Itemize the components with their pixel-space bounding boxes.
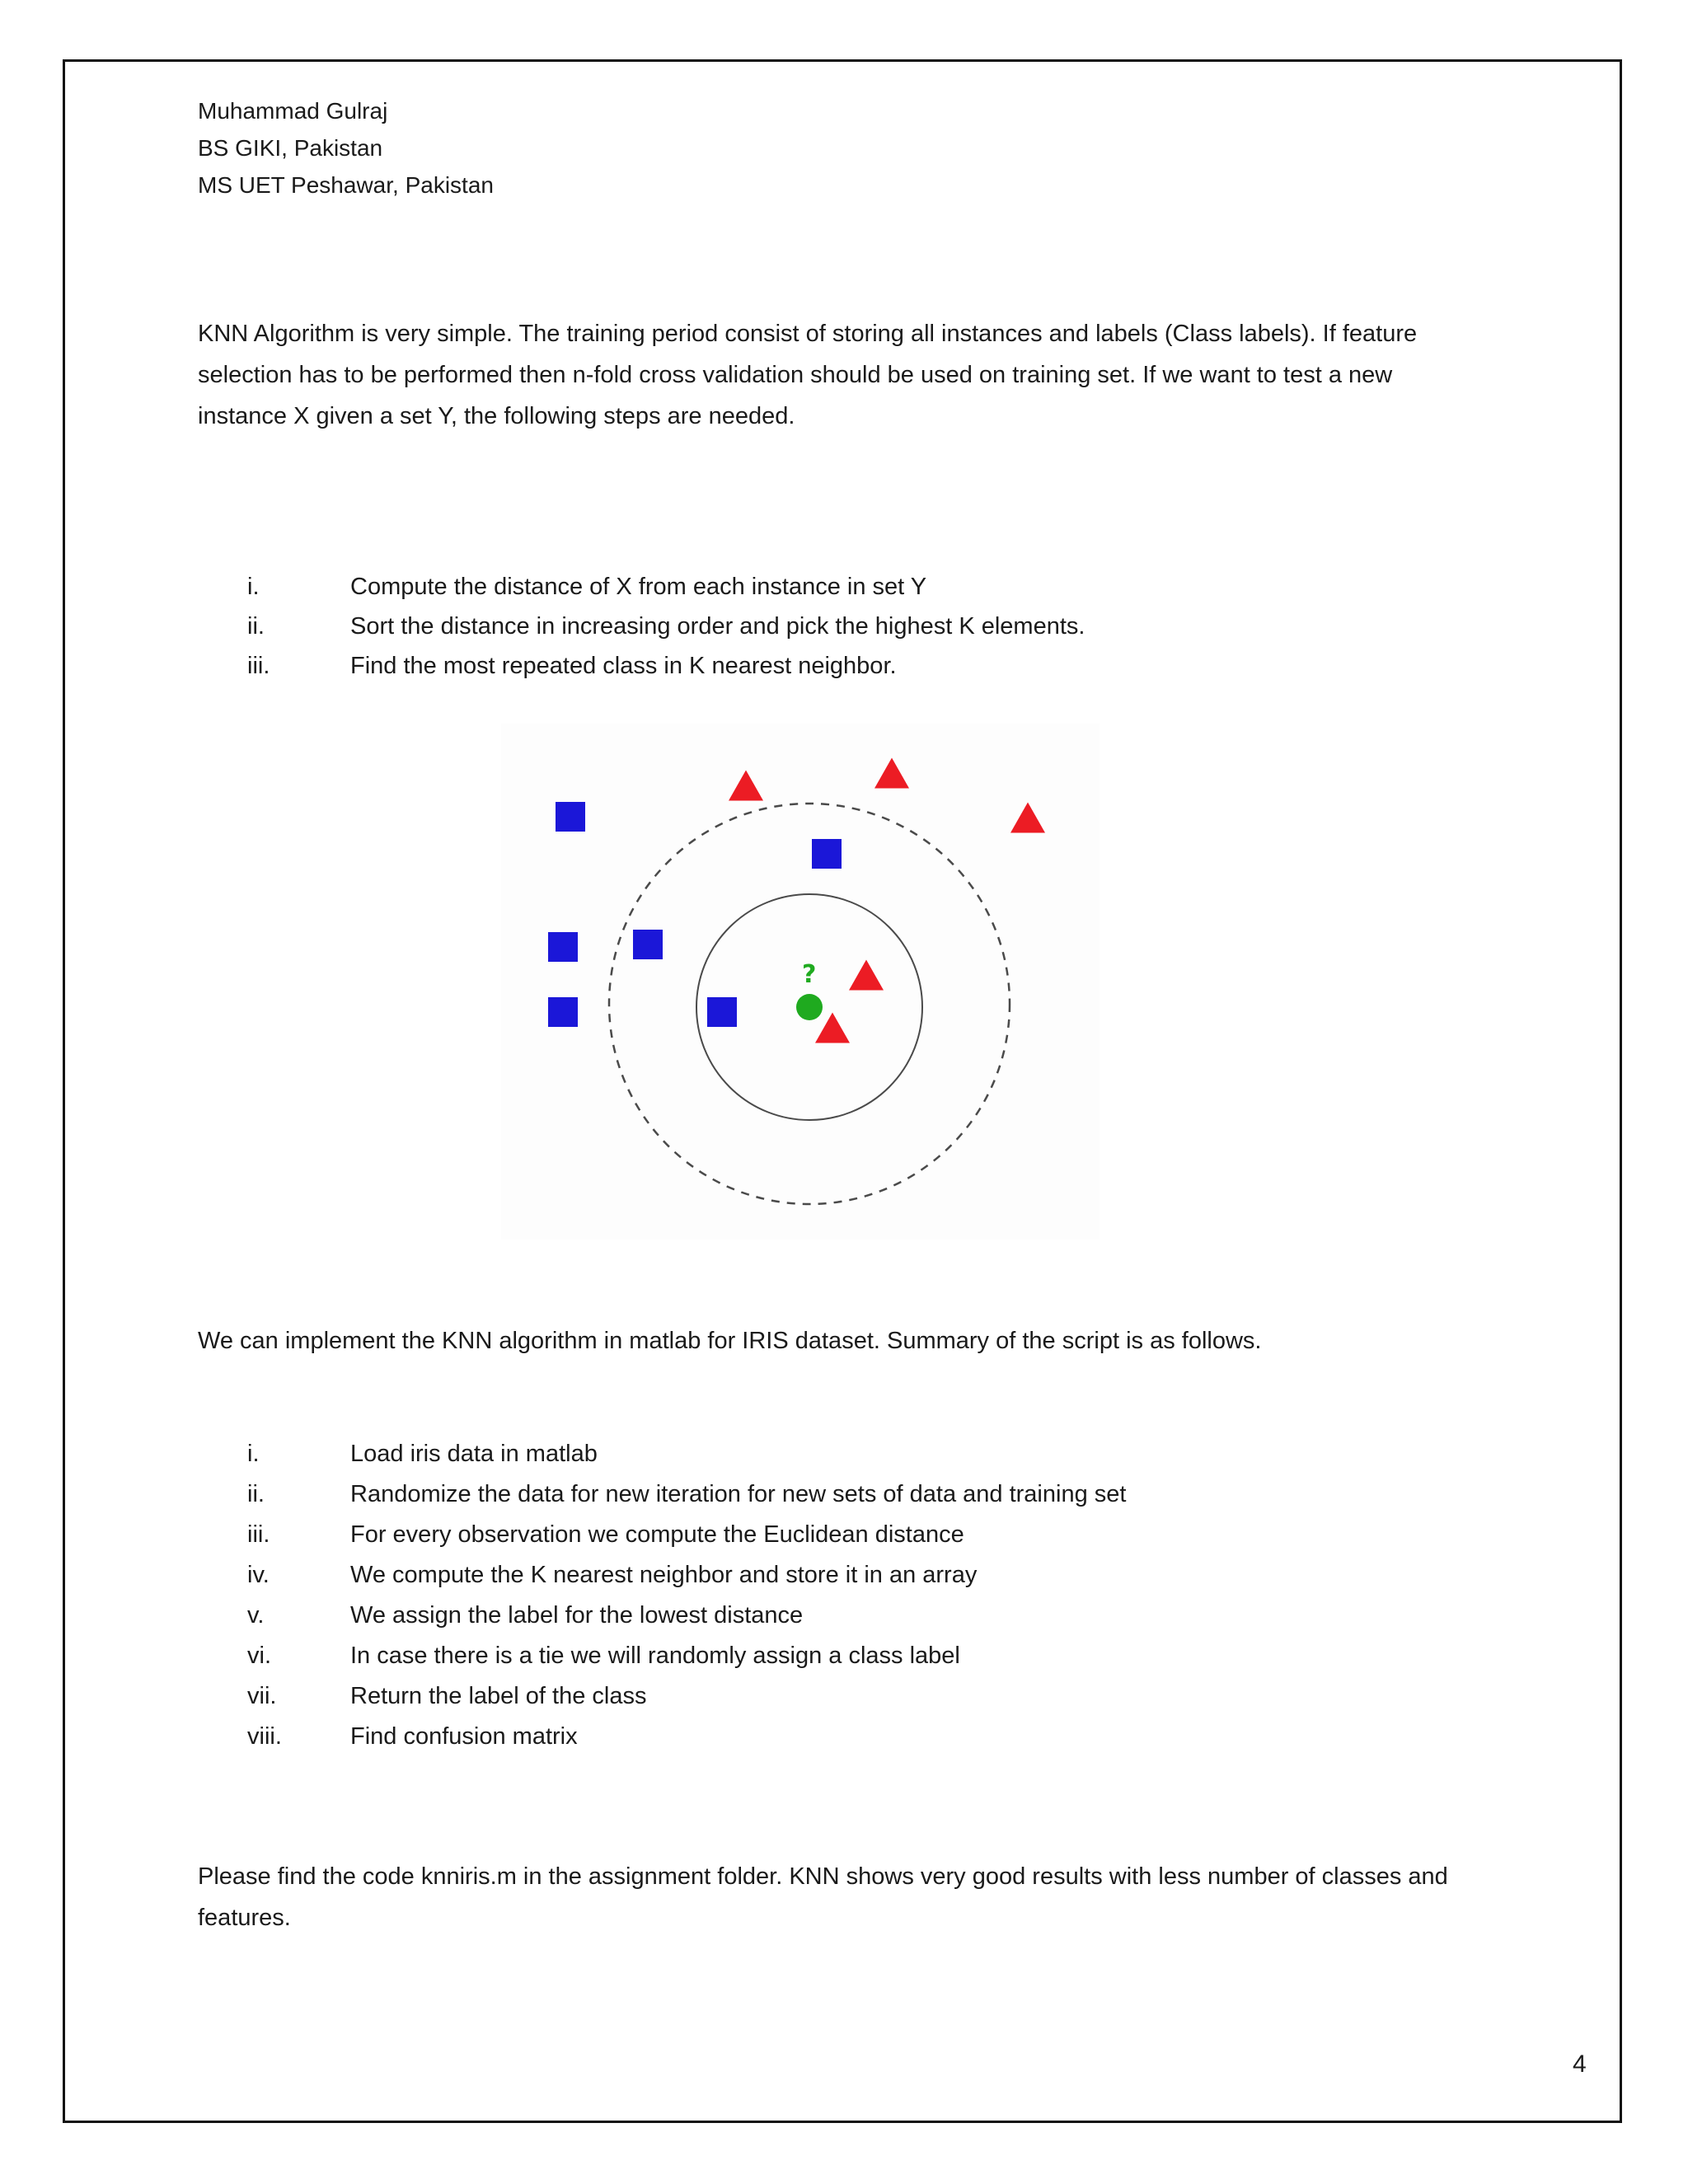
list-marker: ii. [247,613,265,640]
list-text: Find confusion matrix [350,1723,578,1750]
list-marker: vi. [247,1643,271,1669]
author-degree-1: BS GIKI, Pakistan [198,135,383,161]
list-marker: iii. [247,653,270,679]
list-item [247,1636,1126,1676]
knn-diagram-figure [495,717,1104,1244]
author-degree-2: MS UET Peshawar, Pakistan [198,172,494,198]
list-marker: i. [247,574,260,600]
list-text: Find the most repeated class in K nearest neighbor. [350,653,897,679]
list-text: We compute the K nearest neighbor and store it in an array [350,1562,978,1588]
list-marker: iii. [247,1521,270,1548]
list-marker: ii. [247,1481,265,1507]
knn-steps-list [247,567,1085,686]
list-text: In case there is a tie we will randomly assign a class label [350,1643,960,1669]
svg-text:?: ? [802,960,817,989]
intro-paragraph: KNN Algorithm is very simple. The training period consist of storing all instances and labels (Class labels). If feature selection has to be performed then n-fold cross validation should be used on training set. If we want to test a new instance X given a set Y, the following steps are needed. [198,321,1418,429]
list-text: Sort the distance in increasing order and pick the highest K elements. [350,613,1085,640]
list-marker: vii. [247,1683,277,1709]
list-text: We assign the label for the lowest distance [350,1602,804,1629]
list-item [247,646,1085,686]
list-text: For every observation we compute the Euclidean distance [350,1521,964,1548]
list-marker: i. [247,1441,260,1467]
implement-paragraph: We can implement the KNN algorithm in matlab for IRIS dataset. Summary of the script is as follows. [198,1328,1262,1354]
list-marker: viii. [247,1723,282,1750]
list-item [247,1596,1126,1636]
list-item [247,1474,1126,1515]
page-number: 4 [1573,2050,1587,2078]
list-marker: iv. [247,1562,270,1588]
list-item [247,1515,1126,1555]
list-item [247,1555,1126,1596]
list-text: Randomize the data for new iteration for new sets of data and training set [350,1481,1127,1507]
knn-diagram [495,717,1104,1244]
list-text: Return the label of the class [350,1683,647,1709]
list-item [247,1717,1126,1757]
author-header [198,92,494,204]
list-item [247,567,1085,607]
matlab-script-list [247,1434,1126,1757]
list-item [247,1434,1126,1474]
list-item [247,1676,1126,1717]
list-text: Compute the distance of X from each instance in set Y [350,574,927,600]
list-text: Load iris data in matlab [350,1441,598,1467]
closing-paragraph: Please find the code knniris.m in the assignment folder. KNN shows very good results with less number of classes and features. [198,1863,1448,1931]
list-item [247,607,1085,646]
list-marker: v. [247,1602,265,1629]
author-name: Muhammad Gulraj [198,98,388,124]
